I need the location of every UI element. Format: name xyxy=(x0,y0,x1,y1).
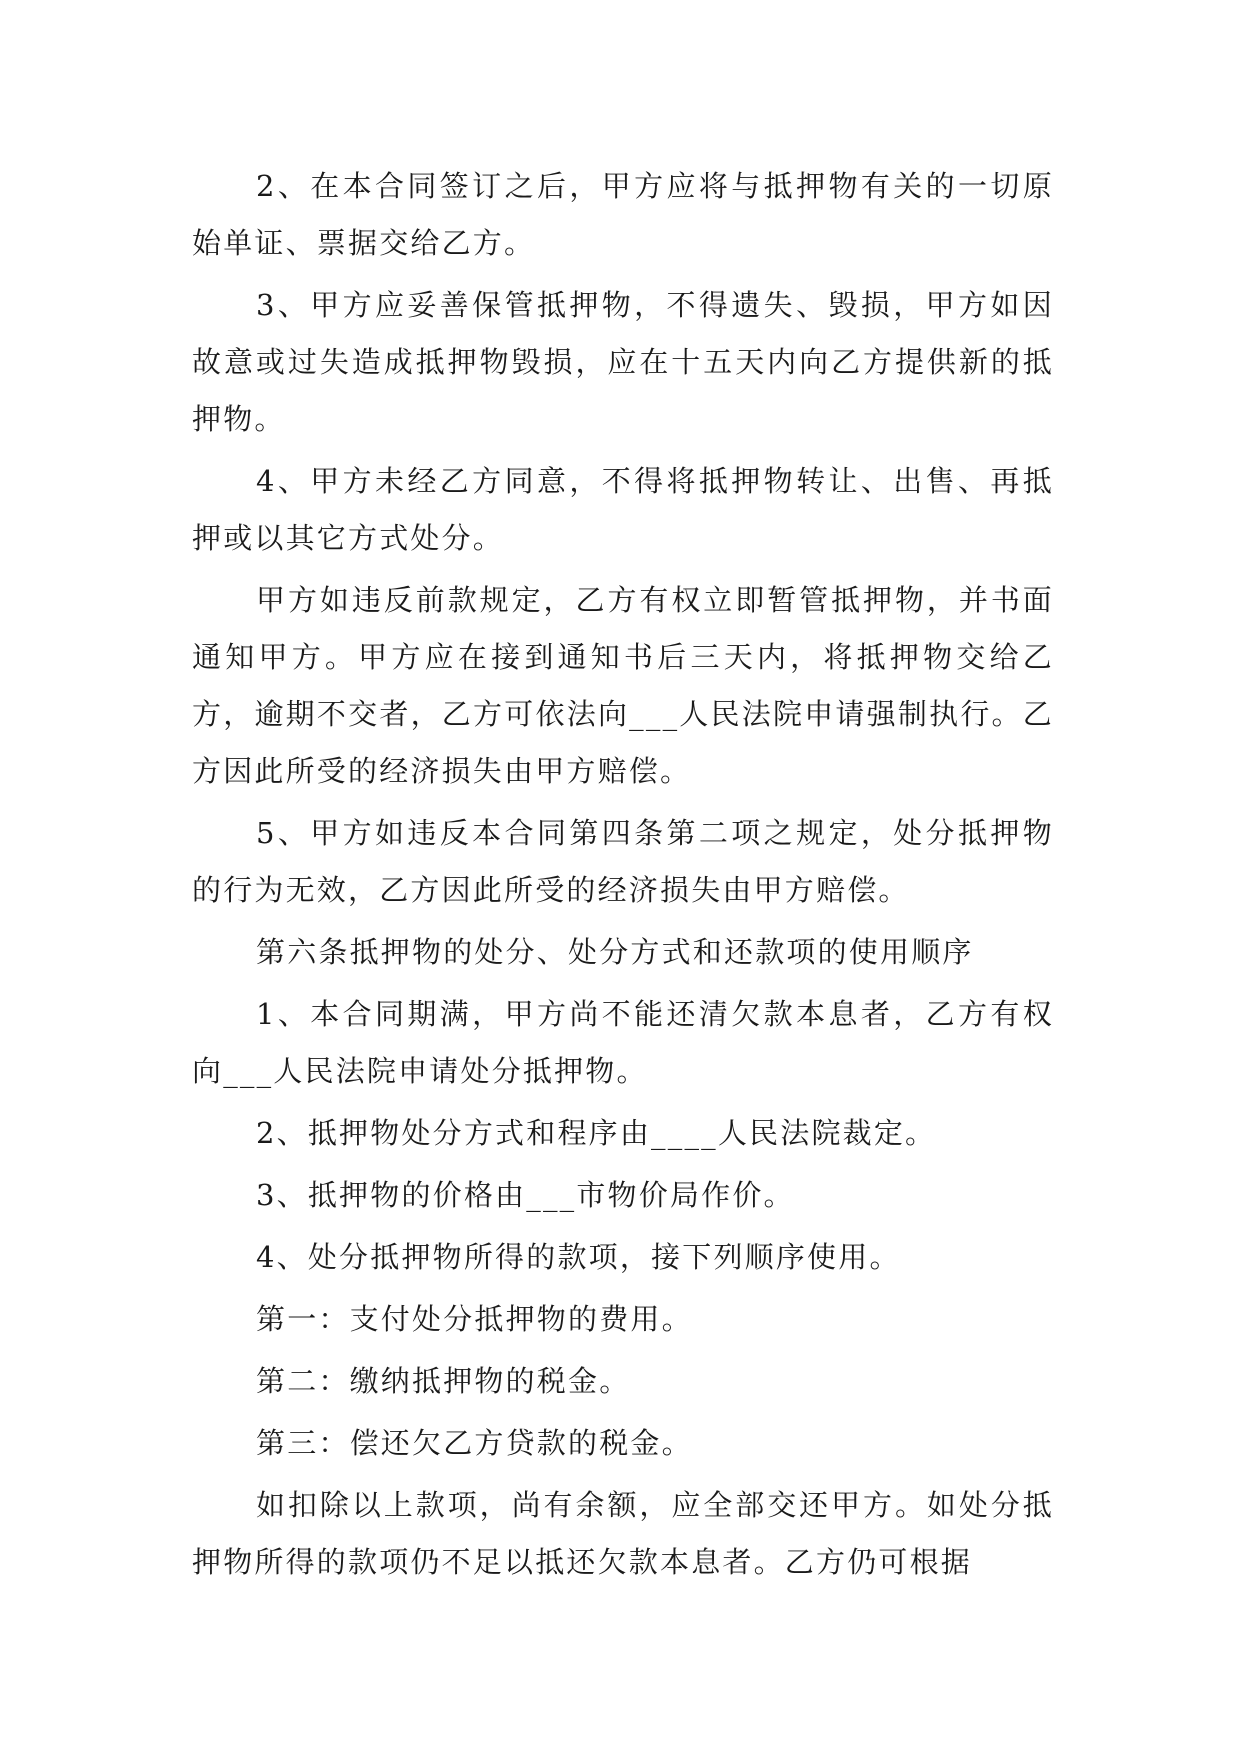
paragraph-order-first: 第一：支付处分抵押物的费用。 xyxy=(256,1302,693,1336)
paragraph-clause-2: 2、在本合同签订之后，甲方应将与抵押物有关的一切原始单证、票据交给乙方。 xyxy=(192,169,1054,260)
paragraph-remainder: 如扣除以上款项，尚有余额，应全部交还甲方。如处分抵押物所得的款项仍不足以抵还欠款本息者。乙方仍可根据 xyxy=(192,1488,1054,1579)
section-heading-article-6: 第六条抵押物的处分、处分方式和还款项的使用顺序 xyxy=(256,935,974,969)
paragraph-article6-item-4: 4、处分抵押物所得的款项，接下列顺序使用。 xyxy=(256,1240,901,1274)
paragraph-clause-3: 3、甲方应妥善保管抵押物，不得遗失、毁损，甲方如因故意或过失造成抵押物毁损，应在十五天内向乙方提供新的抵押物。 xyxy=(192,288,1054,436)
paragraph-order-second: 第二：缴纳抵押物的税金。 xyxy=(256,1364,631,1398)
paragraph-violation: 甲方如违反前款规定，乙方有权立即暂管抵押物，并书面通知甲方。甲方应在接到通知书后三天内，将抵押物交给乙方，逾期不交者，乙方可依法向___人民法院申请强制执行。乙方因此所受的经济损失由甲方赔偿。 xyxy=(192,583,1054,788)
paragraph-clause-5: 5、甲方如违反本合同第四条第二项之规定，处分抵押物的行为无效，乙方因此所受的经济损失由甲方赔偿。 xyxy=(192,816,1054,907)
paragraph-article6-item-2: 2、抵押物处分方式和程序由____人民法院裁定。 xyxy=(256,1116,937,1150)
document-body xyxy=(192,158,1054,1591)
paragraph-article6-item-1: 1、本合同期满，甲方尚不能还清欠款本息者，乙方有权向___人民法院申请处分抵押物。 xyxy=(192,997,1054,1088)
paragraph-clause-4: 4、甲方未经乙方同意，不得将抵押物转让、出售、再抵押或以其它方式处分。 xyxy=(192,464,1054,555)
paragraph-order-third: 第三：偿还欠乙方贷款的税金。 xyxy=(256,1426,693,1460)
paragraph-article6-item-3: 3、抵押物的价格由___市物价局作价。 xyxy=(256,1178,795,1212)
